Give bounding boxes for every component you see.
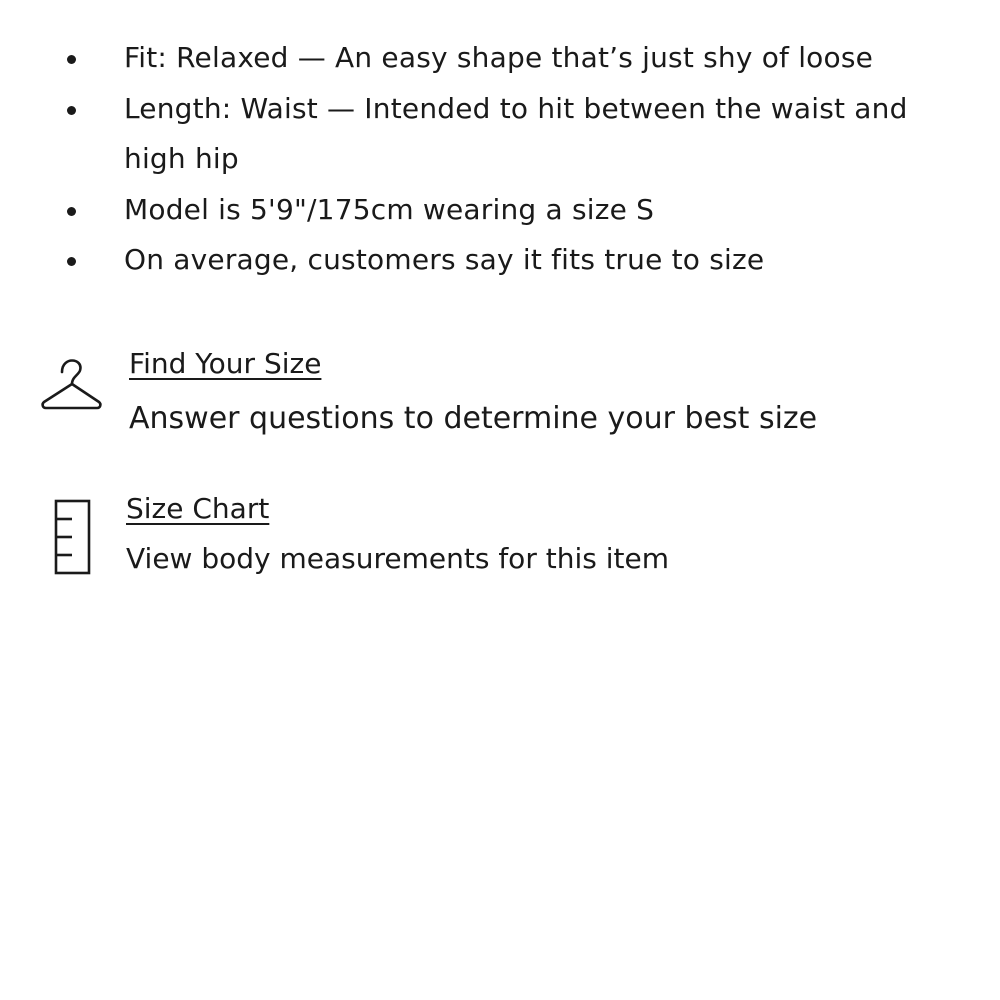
detail-length: Length: Waist — Intended to hit between the waist and high hip (124, 91, 908, 175)
list-item (0, 185, 1000, 236)
bullet-icon (67, 257, 76, 266)
size-chart-description: View body measurements for this item (126, 542, 669, 575)
bullet-icon (67, 207, 76, 216)
find-your-size-description: Answer questions to determine your best size (129, 401, 818, 436)
list-item (0, 84, 1000, 185)
detail-fit-rating: On average, customers say it fits true to size (124, 243, 765, 276)
find-your-size-link[interactable]: Find Your Size (129, 347, 322, 380)
detail-fit: Fit: Relaxed — An easy shape that’s just shy of loose (124, 41, 874, 74)
ruler-icon (54, 499, 92, 575)
find-your-size-row (0, 340, 1000, 450)
size-chart-row (0, 488, 1000, 588)
list-item (0, 33, 1000, 84)
product-details-list (0, 33, 1000, 286)
bullet-icon (67, 55, 76, 64)
size-chart-link[interactable]: Size Chart (126, 492, 270, 525)
detail-model: Model is 5'9"/175cm wearing a size S (124, 192, 655, 226)
hanger-icon (40, 358, 104, 420)
bullet-icon (67, 106, 76, 115)
list-item (0, 235, 1000, 286)
